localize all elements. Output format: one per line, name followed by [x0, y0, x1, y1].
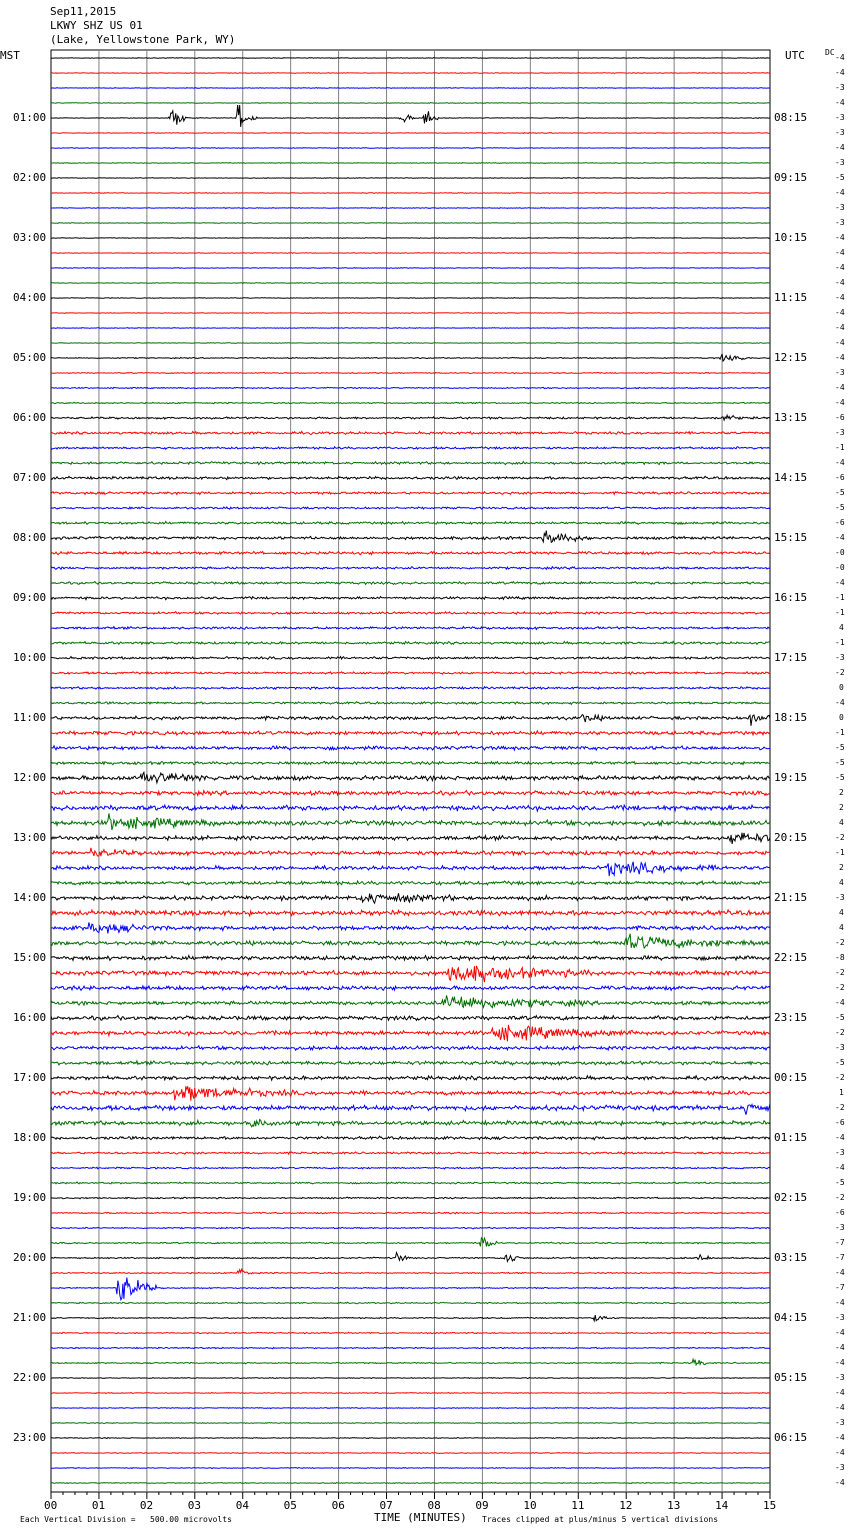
- dc-offset-label: -2: [835, 1103, 845, 1112]
- seismic-trace: [51, 507, 770, 509]
- seismic-trace: [51, 1136, 770, 1140]
- dc-offset-label: 2: [839, 863, 844, 872]
- dc-offset-label: -7: [835, 1283, 845, 1292]
- seismic-trace: [51, 791, 770, 796]
- seismic-trace: [51, 88, 770, 89]
- right-hour-label: 10:15: [774, 231, 808, 244]
- dc-offset-label: -4: [835, 53, 845, 62]
- right-hour-label: 12:15: [774, 351, 808, 364]
- seismic-trace: [51, 922, 770, 933]
- dc-offset-label: 0: [839, 683, 844, 692]
- dc-offset-label: -2: [835, 938, 845, 947]
- seismic-trace: [51, 238, 770, 239]
- right-hour-label: 19:15: [774, 771, 808, 784]
- seismic-trace: [51, 1076, 770, 1080]
- dc-offset-label: -1: [835, 608, 845, 617]
- dc-offset-label: -4: [835, 383, 845, 392]
- seismic-trace: [51, 415, 770, 420]
- dc-offset-label: -4: [835, 578, 845, 587]
- left-hour-label: 16:00: [13, 1011, 47, 1024]
- dc-offset-label: 2: [839, 788, 844, 797]
- dc-offset-label: -4: [835, 1268, 845, 1277]
- seismic-trace: [51, 208, 770, 209]
- dc-offset-label: -8: [835, 953, 845, 962]
- dc-offset-label: -5: [835, 173, 845, 182]
- left-hour-label: 17:00: [13, 1071, 47, 1084]
- right-hour-label: 16:15: [774, 591, 808, 604]
- seismic-trace: [51, 1086, 770, 1100]
- left-hour-label: 04:00: [13, 291, 47, 304]
- dc-offset-label: -3: [835, 1418, 845, 1427]
- seismic-trace: [51, 476, 770, 479]
- seismic-trace: [51, 893, 770, 903]
- seismic-trace: [51, 597, 770, 600]
- right-hour-label: 18:15: [774, 711, 808, 724]
- x-tick-label: 08: [427, 1499, 441, 1512]
- dc-offset-label: -4: [835, 233, 845, 242]
- left-hour-label: 03:00: [13, 231, 47, 244]
- seismic-trace: [51, 956, 770, 961]
- seismic-trace: [51, 1408, 770, 1409]
- right-hour-label: 09:15: [774, 171, 808, 184]
- dc-offset-label: -1: [835, 848, 845, 857]
- x-tick-label: 15: [763, 1499, 777, 1512]
- x-tick-label: 03: [187, 1499, 202, 1512]
- dc-offset-label: -5: [835, 503, 845, 512]
- seismic-trace: [51, 522, 770, 525]
- dc-offset-label: -2: [835, 983, 845, 992]
- left-hour-label: 15:00: [13, 951, 47, 964]
- dc-offset-label: -4: [835, 398, 845, 407]
- dc-offset-label: -4: [835, 1478, 845, 1487]
- seismic-trace: [51, 372, 770, 373]
- seismic-trace: [51, 103, 770, 104]
- seismic-trace: [51, 431, 770, 434]
- x-tick-label: 04: [235, 1499, 249, 1512]
- dc-offset-label: -4: [835, 68, 845, 77]
- x-tick-label: 00: [44, 1499, 58, 1512]
- seismic-trace: [51, 298, 770, 299]
- dc-offset-label: -3: [835, 1043, 845, 1052]
- dc-offset-label: -4: [835, 353, 845, 362]
- dc-offset-label: -3: [835, 218, 845, 227]
- dc-offset-label: -0: [835, 563, 845, 572]
- x-axis-label: TIME (MINUTES): [374, 1511, 467, 1524]
- dc-offset-label: -2: [835, 833, 845, 842]
- seismic-trace: [51, 934, 770, 949]
- seismic-trace: [51, 1315, 770, 1321]
- seismic-trace: [51, 178, 770, 179]
- dc-offset-label: -6: [835, 1118, 845, 1127]
- left-hour-label: 08:00: [13, 531, 47, 544]
- dc-offset-label: -4: [835, 1433, 845, 1442]
- dc-offset-label: -3: [835, 1223, 845, 1232]
- dc-offset-label: -5: [835, 773, 845, 782]
- seismic-trace: [51, 253, 770, 254]
- dc-offset-label: -6: [835, 473, 845, 482]
- x-tick-label: 10: [523, 1499, 537, 1512]
- dc-offset-label: -2: [835, 968, 845, 977]
- seismic-trace: [51, 1025, 770, 1041]
- seismic-trace: [51, 1152, 770, 1154]
- seismic-trace: [51, 1061, 770, 1065]
- date-label: Sep11,2015: [50, 5, 117, 18]
- seismic-trace: [51, 447, 770, 449]
- right-hour-label: 13:15: [774, 411, 808, 424]
- x-tick-label: 13: [667, 1499, 681, 1512]
- dc-offset-label: -1: [835, 593, 845, 602]
- seismic-trace: [51, 986, 770, 991]
- seismic-trace: [51, 1269, 770, 1274]
- dc-offset-label: -4: [835, 263, 845, 272]
- dc-offset-label: -4: [835, 308, 845, 317]
- seismic-trace: [51, 1104, 770, 1115]
- dc-offset-label: -1: [835, 638, 845, 647]
- left-hour-label: 01:00: [13, 111, 47, 124]
- x-tick-label: 01: [91, 1499, 106, 1512]
- seismic-trace: [51, 805, 770, 811]
- clip-note: Traces clipped at plus/minus 5 vertical divisions: [482, 1515, 719, 1524]
- dc-offset-label: -4: [835, 338, 845, 347]
- dc-offset-label: -3: [835, 893, 845, 902]
- seismic-trace: [51, 1359, 770, 1365]
- dc-offset-label: -4: [835, 248, 845, 257]
- seismic-trace: [51, 1046, 770, 1050]
- left-hour-label: 10:00: [13, 651, 47, 664]
- dc-offset-label: -4: [835, 1328, 845, 1337]
- left-timezone-label: MST: [0, 49, 20, 62]
- left-hour-label: 18:00: [13, 1131, 47, 1144]
- seismic-trace: [51, 1453, 770, 1454]
- seismic-trace: [51, 148, 770, 149]
- right-hour-label: 08:15: [774, 111, 808, 124]
- seismic-trace: [51, 531, 770, 543]
- dc-offset-label: -4: [835, 698, 845, 707]
- dc-offset-label: -0: [835, 548, 845, 557]
- seismic-trace: [51, 1483, 770, 1484]
- left-hour-label: 07:00: [13, 471, 47, 484]
- seismic-trace: [51, 328, 770, 329]
- dc-offset-label: -5: [835, 758, 845, 767]
- dc-offset-label: -4: [835, 1358, 845, 1367]
- seismic-trace: [51, 641, 770, 644]
- left-hour-label: 14:00: [13, 891, 47, 904]
- dc-offset-label: -4: [835, 533, 845, 542]
- dc-offset-label: 4: [839, 908, 844, 917]
- right-timezone-label: UTC: [785, 49, 805, 62]
- x-tick-label: 06: [331, 1499, 345, 1512]
- seismic-trace: [51, 848, 770, 856]
- seismic-trace: [51, 910, 770, 916]
- seismic-trace: [51, 627, 770, 630]
- dc-offset-label: 2: [839, 803, 844, 812]
- dc-offset-label: -5: [835, 743, 845, 752]
- seismic-trace: [51, 1016, 770, 1021]
- seismic-trace: [51, 881, 770, 885]
- dc-offset-label: -7: [835, 1238, 845, 1247]
- dc-offset-label: 4: [839, 878, 844, 887]
- dc-offset-label: -4: [835, 1163, 845, 1172]
- left-hour-label: 11:00: [13, 711, 47, 724]
- left-hour-label: 02:00: [13, 171, 47, 184]
- seismic-trace: [51, 1393, 770, 1394]
- seismic-trace: [51, 283, 770, 284]
- dc-offset-label: 1: [839, 1088, 844, 1097]
- dc-offset-label: 4: [839, 818, 844, 827]
- dc-offset-label: -3: [835, 1373, 845, 1382]
- left-hour-label: 05:00: [13, 351, 47, 364]
- dc-offset-label: -4: [835, 998, 845, 1007]
- seismic-trace: [51, 105, 770, 127]
- seismic-trace: [51, 1227, 770, 1229]
- scale-note: Each Vertical Division = 500.00 microvolts: [20, 1515, 232, 1524]
- dc-offset-label: -4: [835, 293, 845, 302]
- left-hour-label: 22:00: [13, 1371, 47, 1384]
- location-label: (Lake, Yellowstone Park, WY): [50, 33, 236, 46]
- seismic-trace: [51, 1278, 770, 1300]
- dc-offset-label: -4: [835, 323, 845, 332]
- x-tick-label: 02: [139, 1499, 154, 1512]
- seismic-trace: [51, 687, 770, 690]
- right-hour-label: 17:15: [774, 651, 808, 664]
- seismic-trace: [51, 731, 770, 735]
- right-hour-label: 14:15: [774, 471, 808, 484]
- right-hour-label: 01:15: [774, 1131, 808, 1144]
- right-hour-label: 05:15: [774, 1371, 808, 1384]
- seismic-trace: [51, 1468, 770, 1469]
- seismic-trace: [51, 1253, 770, 1262]
- x-tick-label: 07: [379, 1499, 393, 1512]
- right-hour-label: 06:15: [774, 1431, 808, 1444]
- x-tick-label: 05: [283, 1499, 297, 1512]
- seismic-trace: [51, 1423, 770, 1424]
- seismic-trace: [51, 567, 770, 570]
- dc-offset-label: -4: [835, 1448, 845, 1457]
- dc-offset-label: -4: [835, 278, 845, 287]
- seismic-trace: [51, 702, 770, 705]
- dc-offset-label: -2: [835, 668, 845, 677]
- x-tick-label: 11: [571, 1499, 585, 1512]
- seismic-trace: [51, 582, 770, 585]
- dc-offset-label: -4: [835, 1388, 845, 1397]
- seismic-trace: [51, 1347, 770, 1349]
- seismic-trace: [51, 133, 770, 134]
- dc-offset-label: 4: [839, 923, 844, 932]
- dc-offset-label: -3: [835, 1463, 845, 1472]
- dc-offset-label: -5: [835, 1178, 845, 1187]
- seismic-trace: [51, 772, 770, 782]
- right-hour-label: 03:15: [774, 1251, 808, 1264]
- seismic-trace: [51, 552, 770, 555]
- seismic-trace: [51, 387, 770, 388]
- x-tick-label: 09: [475, 1499, 489, 1512]
- seismic-trace: [51, 1238, 770, 1247]
- dc-offset-label: -3: [835, 83, 845, 92]
- dc-offset-label: -7: [835, 1253, 845, 1262]
- right-hour-label: 04:15: [774, 1311, 808, 1324]
- right-hour-label: 00:15: [774, 1071, 808, 1084]
- seismic-trace: [51, 612, 770, 615]
- right-hour-label: 15:15: [774, 531, 808, 544]
- right-hour-label: 11:15: [774, 291, 808, 304]
- seismic-trace: [51, 762, 770, 765]
- dc-offset-label: -3: [835, 653, 845, 662]
- seismic-trace: [51, 715, 770, 726]
- seismic-trace: [51, 833, 770, 844]
- left-hour-label: 21:00: [13, 1311, 47, 1324]
- left-hour-label: 06:00: [13, 411, 47, 424]
- seismic-trace: [51, 1302, 770, 1304]
- seismic-trace: [51, 402, 770, 403]
- dc-offset-label: -4: [835, 98, 845, 107]
- seismic-trace: [51, 1332, 770, 1334]
- seismic-trace: [51, 657, 770, 660]
- seismic-trace: [51, 966, 770, 982]
- seismic-trace: [51, 343, 770, 344]
- left-hour-label: 12:00: [13, 771, 47, 784]
- seismic-trace: [51, 313, 770, 314]
- dc-offset-label: -6: [835, 518, 845, 527]
- right-hour-label: 02:15: [774, 1191, 808, 1204]
- dc-offset-label: -2: [835, 1028, 845, 1037]
- seismic-trace: [51, 492, 770, 495]
- dc-offset-label: -4: [835, 143, 845, 152]
- dc-offset-label: -3: [835, 128, 845, 137]
- dc-offset-label: -3: [835, 113, 845, 122]
- dc-offset-label: -5: [835, 1013, 845, 1022]
- seismic-trace: [51, 1197, 770, 1199]
- seismic-trace: [51, 462, 770, 465]
- dc-offset-label: 4: [839, 623, 844, 632]
- dc-offset-label: -3: [835, 368, 845, 377]
- seismic-trace: [51, 1182, 770, 1184]
- dc-offset-label: 0: [839, 713, 844, 722]
- left-hour-label: 23:00: [13, 1431, 47, 1444]
- dc-offset-label: -5: [835, 488, 845, 497]
- station-label: LKWY SHZ US 01: [50, 19, 143, 32]
- seismic-trace: [51, 73, 770, 74]
- left-hour-label: 19:00: [13, 1191, 47, 1204]
- seismic-trace: [51, 1120, 770, 1127]
- dc-offset-label: -3: [835, 203, 845, 212]
- seismic-trace: [51, 1438, 770, 1439]
- dc-offset-label: -3: [835, 428, 845, 437]
- seismic-trace: [51, 746, 770, 750]
- left-hour-label: 09:00: [13, 591, 47, 604]
- dc-offset-label: -3: [835, 158, 845, 167]
- dc-offset-label: -6: [835, 413, 845, 422]
- plot-frame: [51, 50, 770, 1492]
- dc-offset-label: -3: [835, 1148, 845, 1157]
- dc-offset-label: -2: [835, 1073, 845, 1082]
- x-tick-label: 12: [619, 1499, 633, 1512]
- dc-offset-label: -1: [835, 728, 845, 737]
- seismic-trace: [51, 268, 770, 269]
- seismic-trace: [51, 862, 770, 876]
- left-hour-label: 13:00: [13, 831, 47, 844]
- dc-offset-label: -5: [835, 1058, 845, 1067]
- right-hour-label: 20:15: [774, 831, 808, 844]
- right-hour-label: 23:15: [774, 1011, 808, 1024]
- seismic-trace: [51, 58, 770, 59]
- dc-offset-label: -1: [835, 443, 845, 452]
- seismic-trace: [51, 354, 770, 361]
- dc-offset-label: -4: [835, 1298, 845, 1307]
- dc-label: DC: [825, 48, 835, 57]
- dc-offset-label: -4: [835, 1343, 845, 1352]
- seismic-trace: [51, 813, 770, 830]
- dc-offset-label: -4: [835, 1133, 845, 1142]
- seismic-trace: [51, 223, 770, 224]
- left-hour-label: 20:00: [13, 1251, 47, 1264]
- seismic-trace: [51, 1167, 770, 1169]
- right-hour-label: 21:15: [774, 891, 808, 904]
- seismic-trace: [51, 193, 770, 194]
- dc-offset-label: -6: [835, 1208, 845, 1217]
- dc-offset-label: -4: [835, 1403, 845, 1412]
- seismic-trace: [51, 1212, 770, 1214]
- seismic-trace: [51, 1378, 770, 1379]
- seismic-trace: [51, 672, 770, 675]
- dc-offset-label: -3: [835, 1313, 845, 1322]
- dc-offset-label: -4: [835, 458, 845, 467]
- dc-offset-label: -4: [835, 188, 845, 197]
- seismic-trace: [51, 163, 770, 164]
- seismic-trace: [51, 995, 770, 1007]
- dc-offset-label: -2: [835, 1193, 845, 1202]
- right-hour-label: 22:15: [774, 951, 808, 964]
- x-tick-label: 14: [715, 1499, 729, 1512]
